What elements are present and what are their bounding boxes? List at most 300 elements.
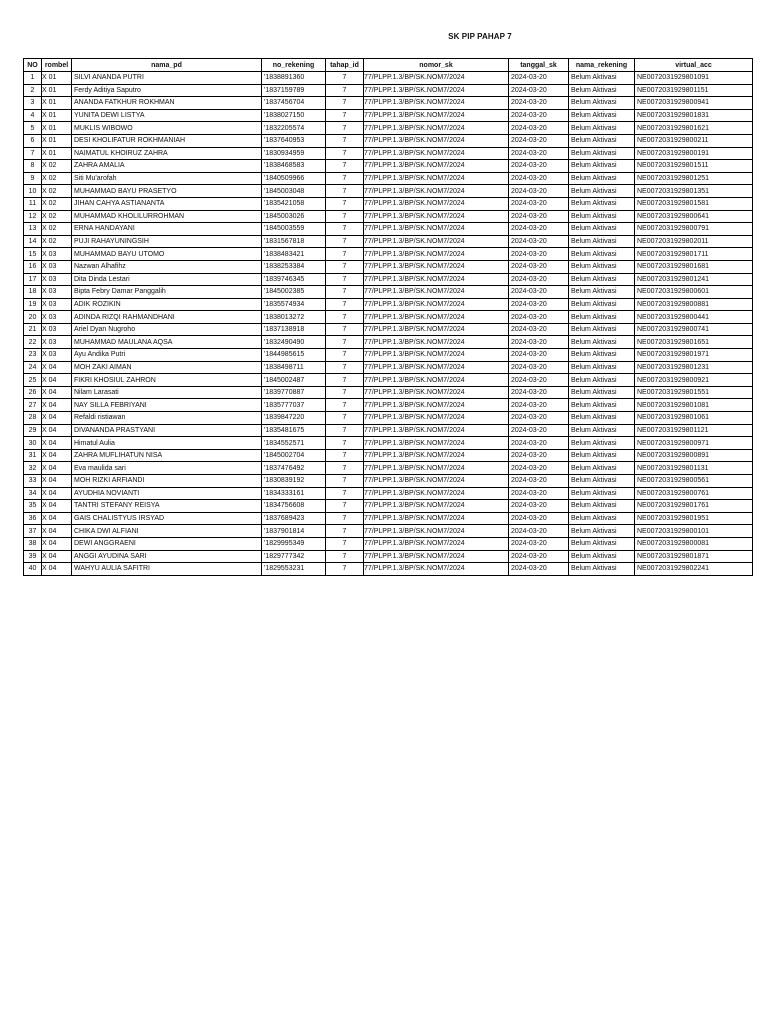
cell-rombel: X 02 — [42, 210, 72, 223]
cell-nama-pd: NAY SILLA FEBRIYANI — [72, 399, 262, 412]
cell-rombel: X 02 — [42, 197, 72, 210]
table-row — [24, 563, 753, 576]
cell-no-rekening: '1838253384 — [262, 260, 326, 273]
cell-no-rekening: '1835777037 — [262, 399, 326, 412]
cell-virtual-acc: NE0072031929801711 — [635, 248, 753, 261]
cell-nomor-sk: 77/PLPP.1.3/BP/SK.NOM7/2024 — [364, 386, 509, 399]
cell-rombel: X 04 — [42, 449, 72, 462]
cell-virtual-acc: NE0072031929800741 — [635, 323, 753, 336]
cell-no-rekening: '1838891360 — [262, 72, 326, 85]
cell-nomor-sk: 77/PLPP.1.3/BP/SK.NOM7/2024 — [364, 84, 509, 97]
table-row — [24, 185, 753, 198]
cell-virtual-acc: NE0072031929800211 — [635, 134, 753, 147]
cell-tanggal-sk: 2024-03-20 — [509, 197, 569, 210]
cell-tanggal-sk: 2024-03-20 — [509, 185, 569, 198]
cell-virtual-acc: NE0072031929801151 — [635, 84, 753, 97]
cell-virtual-acc: NE0072031929800561 — [635, 475, 753, 488]
cell-no-rekening: '1844985615 — [262, 349, 326, 362]
cell-nomor-sk: 77/PLPP.1.3/BP/SK.NOM7/2024 — [364, 298, 509, 311]
cell-nomor-sk: 77/PLPP.1.3/BP/SK.NOM7/2024 — [364, 286, 509, 299]
cell-tahap-id: 7 — [326, 109, 364, 122]
cell-rombel: X 01 — [42, 122, 72, 135]
cell-nama-rekening: Belum Aktivasi — [569, 185, 635, 198]
cell-nomor-sk: 77/PLPP.1.3/BP/SK.NOM7/2024 — [364, 134, 509, 147]
cell-nama-rekening: Belum Aktivasi — [569, 160, 635, 173]
table-row — [24, 500, 753, 513]
cell-nama-rekening: Belum Aktivasi — [569, 235, 635, 248]
cell-rombel: X 04 — [42, 462, 72, 475]
cell-nama-rekening: Belum Aktivasi — [569, 84, 635, 97]
cell-nama-pd: ADINDA RIZQI RAHMANDHANI — [72, 311, 262, 324]
cell-nama-pd: DESI KHOLIFATUR ROKHMANIAH — [72, 134, 262, 147]
cell-no: 18 — [24, 286, 42, 299]
cell-tahap-id: 7 — [326, 134, 364, 147]
table-row — [24, 336, 753, 349]
cell-rombel: X 04 — [42, 487, 72, 500]
cell-tahap-id: 7 — [326, 185, 364, 198]
cell-tanggal-sk: 2024-03-20 — [509, 537, 569, 550]
cell-tanggal-sk: 2024-03-20 — [509, 424, 569, 437]
cell-nama-pd: Refaldi ristiawan — [72, 412, 262, 425]
cell-virtual-acc: NE0072031929801971 — [635, 349, 753, 362]
cell-nama-pd: MUHAMMAD MAULANA AQSA — [72, 336, 262, 349]
cell-rombel: X 04 — [42, 500, 72, 513]
cell-nama-pd: Dita Dinda Lestari — [72, 273, 262, 286]
cell-nama-pd: MUHAMMAD BAYU PRASETYO — [72, 185, 262, 198]
cell-tahap-id: 7 — [326, 412, 364, 425]
cell-no: 6 — [24, 134, 42, 147]
cell-no-rekening: '1829553231 — [262, 563, 326, 576]
table-row — [24, 109, 753, 122]
cell-rombel: X 04 — [42, 437, 72, 450]
column-header-rombel: rombel — [42, 59, 72, 72]
table-row — [24, 412, 753, 425]
cell-tahap-id: 7 — [326, 399, 364, 412]
cell-no-rekening: '1845003048 — [262, 185, 326, 198]
cell-tanggal-sk: 2024-03-20 — [509, 550, 569, 563]
cell-tanggal-sk: 2024-03-20 — [509, 134, 569, 147]
cell-virtual-acc: NE0072031929801551 — [635, 386, 753, 399]
table-row — [24, 537, 753, 550]
cell-tahap-id: 7 — [326, 197, 364, 210]
cell-tanggal-sk: 2024-03-20 — [509, 374, 569, 387]
cell-tanggal-sk: 2024-03-20 — [509, 437, 569, 450]
cell-virtual-acc: NE0072031929800971 — [635, 437, 753, 450]
cell-tanggal-sk: 2024-03-20 — [509, 449, 569, 462]
table-row — [24, 374, 753, 387]
cell-nomor-sk: 77/PLPP.1.3/BP/SK.NOM7/2024 — [364, 512, 509, 525]
table-row — [24, 273, 753, 286]
cell-nama-rekening: Belum Aktivasi — [569, 172, 635, 185]
cell-no-rekening: '1839770887 — [262, 386, 326, 399]
cell-nama-pd: YUNITA DEWI LISTYA — [72, 109, 262, 122]
cell-nama-pd: Ferdy Aditiya Saputro — [72, 84, 262, 97]
cell-virtual-acc: NE0072031929800881 — [635, 298, 753, 311]
cell-no: 1 — [24, 72, 42, 85]
cell-tanggal-sk: 2024-03-20 — [509, 160, 569, 173]
table-row — [24, 462, 753, 475]
cell-nomor-sk: 77/PLPP.1.3/BP/SK.NOM7/2024 — [364, 311, 509, 324]
cell-nama-pd: Nazwan Alhafihz — [72, 260, 262, 273]
cell-no-rekening: '1838498711 — [262, 361, 326, 374]
cell-rombel: X 03 — [42, 248, 72, 261]
cell-nama-pd: FIKRI KHOSIUL ZAHRON — [72, 374, 262, 387]
cell-nomor-sk: 77/PLPP.1.3/BP/SK.NOM7/2024 — [364, 412, 509, 425]
cell-no: 11 — [24, 197, 42, 210]
cell-nama-pd: ZAHRA AMALIA — [72, 160, 262, 173]
cell-nomor-sk: 77/PLPP.1.3/BP/SK.NOM7/2024 — [364, 185, 509, 198]
table-header-row — [24, 59, 753, 72]
cell-nomor-sk: 77/PLPP.1.3/BP/SK.NOM7/2024 — [364, 336, 509, 349]
cell-nama-rekening: Belum Aktivasi — [569, 563, 635, 576]
cell-tanggal-sk: 2024-03-20 — [509, 172, 569, 185]
cell-tahap-id: 7 — [326, 248, 364, 261]
cell-no: 33 — [24, 475, 42, 488]
cell-tanggal-sk: 2024-03-20 — [509, 248, 569, 261]
cell-no: 17 — [24, 273, 42, 286]
cell-tanggal-sk: 2024-03-20 — [509, 336, 569, 349]
cell-virtual-acc: NE0072031929801251 — [635, 172, 753, 185]
cell-virtual-acc: NE0072031929801121 — [635, 424, 753, 437]
cell-nomor-sk: 77/PLPP.1.3/BP/SK.NOM7/2024 — [364, 273, 509, 286]
cell-rombel: X 02 — [42, 185, 72, 198]
cell-nama-pd: Bipta Febry Damar Panggalih — [72, 286, 262, 299]
cell-nomor-sk: 77/PLPP.1.3/BP/SK.NOM7/2024 — [364, 374, 509, 387]
cell-rombel: X 04 — [42, 550, 72, 563]
cell-no: 3 — [24, 97, 42, 110]
table-row — [24, 122, 753, 135]
cell-virtual-acc: NE0072031929800761 — [635, 487, 753, 500]
cell-rombel: X 03 — [42, 286, 72, 299]
cell-virtual-acc: NE0072031929801241 — [635, 273, 753, 286]
cell-tanggal-sk: 2024-03-20 — [509, 122, 569, 135]
cell-nama-pd: ZAHRA MUFLIHATUN NISA — [72, 449, 262, 462]
cell-nomor-sk: 77/PLPP.1.3/BP/SK.NOM7/2024 — [364, 323, 509, 336]
cell-tahap-id: 7 — [326, 147, 364, 160]
cell-rombel: X 03 — [42, 298, 72, 311]
cell-nomor-sk: 77/PLPP.1.3/BP/SK.NOM7/2024 — [364, 449, 509, 462]
table-row — [24, 72, 753, 85]
cell-virtual-acc: NE0072031929801581 — [635, 197, 753, 210]
cell-no-rekening: '1845002487 — [262, 374, 326, 387]
table-row — [24, 449, 753, 462]
cell-tanggal-sk: 2024-03-20 — [509, 147, 569, 160]
cell-nomor-sk: 77/PLPP.1.3/BP/SK.NOM7/2024 — [364, 500, 509, 513]
cell-rombel: X 04 — [42, 412, 72, 425]
cell-virtual-acc: NE0072031929800081 — [635, 537, 753, 550]
cell-nama-pd: DIVANANDA PRASTYANI — [72, 424, 262, 437]
cell-tahap-id: 7 — [326, 260, 364, 273]
cell-nomor-sk: 77/PLPP.1.3/BP/SK.NOM7/2024 — [364, 235, 509, 248]
cell-nama-rekening: Belum Aktivasi — [569, 311, 635, 324]
cell-virtual-acc: NE0072031929801831 — [635, 109, 753, 122]
cell-no: 39 — [24, 550, 42, 563]
cell-rombel: X 04 — [42, 525, 72, 538]
table-row — [24, 424, 753, 437]
cell-tahap-id: 7 — [326, 223, 364, 236]
cell-virtual-acc: NE0072031929801091 — [635, 72, 753, 85]
cell-nama-rekening: Belum Aktivasi — [569, 437, 635, 450]
cell-nama-rekening: Belum Aktivasi — [569, 550, 635, 563]
cell-no: 40 — [24, 563, 42, 576]
cell-nama-rekening: Belum Aktivasi — [569, 487, 635, 500]
cell-nama-rekening: Belum Aktivasi — [569, 97, 635, 110]
page-title: SK PIP PAHAP 7 — [448, 32, 512, 41]
cell-no: 14 — [24, 235, 42, 248]
cell-virtual-acc: NE0072031929800191 — [635, 147, 753, 160]
cell-nomor-sk: 77/PLPP.1.3/BP/SK.NOM7/2024 — [364, 172, 509, 185]
cell-tahap-id: 7 — [326, 374, 364, 387]
cell-rombel: X 03 — [42, 336, 72, 349]
cell-nama-pd: MUHAMMAD BAYU UTOMO — [72, 248, 262, 261]
cell-rombel: X 01 — [42, 109, 72, 122]
cell-tahap-id: 7 — [326, 235, 364, 248]
cell-nama-rekening: Belum Aktivasi — [569, 475, 635, 488]
cell-tahap-id: 7 — [326, 160, 364, 173]
cell-no-rekening: '1835574934 — [262, 298, 326, 311]
cell-tanggal-sk: 2024-03-20 — [509, 487, 569, 500]
cell-tahap-id: 7 — [326, 462, 364, 475]
cell-no-rekening: '1837640953 — [262, 134, 326, 147]
cell-rombel: X 01 — [42, 134, 72, 147]
cell-rombel: X 02 — [42, 172, 72, 185]
cell-virtual-acc: NE0072031929800791 — [635, 223, 753, 236]
cell-no-rekening: '1830934959 — [262, 147, 326, 160]
cell-nomor-sk: 77/PLPP.1.3/BP/SK.NOM7/2024 — [364, 525, 509, 538]
cell-tanggal-sk: 2024-03-20 — [509, 512, 569, 525]
cell-no: 4 — [24, 109, 42, 122]
cell-rombel: X 04 — [42, 537, 72, 550]
cell-tanggal-sk: 2024-03-20 — [509, 223, 569, 236]
column-header-tanggal-sk: tanggal_sk — [509, 59, 569, 72]
cell-nama-rekening: Belum Aktivasi — [569, 134, 635, 147]
cell-tahap-id: 7 — [326, 286, 364, 299]
table-row — [24, 97, 753, 110]
column-header-nomor-sk: nomor_sk — [364, 59, 509, 72]
cell-nomor-sk: 77/PLPP.1.3/BP/SK.NOM7/2024 — [364, 550, 509, 563]
cell-nama-pd: ERNA HANDAYANI — [72, 223, 262, 236]
table-row — [24, 298, 753, 311]
table-row — [24, 223, 753, 236]
cell-no-rekening: '1837159789 — [262, 84, 326, 97]
cell-nama-rekening: Belum Aktivasi — [569, 122, 635, 135]
cell-virtual-acc: NE0072031929800891 — [635, 449, 753, 462]
table-row — [24, 475, 753, 488]
cell-virtual-acc: NE0072031929801761 — [635, 500, 753, 513]
cell-tahap-id: 7 — [326, 323, 364, 336]
cell-rombel: X 02 — [42, 235, 72, 248]
cell-virtual-acc: NE0072031929800921 — [635, 374, 753, 387]
cell-tanggal-sk: 2024-03-20 — [509, 525, 569, 538]
cell-tanggal-sk: 2024-03-20 — [509, 323, 569, 336]
table-row — [24, 512, 753, 525]
table-row — [24, 550, 753, 563]
cell-tanggal-sk: 2024-03-20 — [509, 361, 569, 374]
cell-tahap-id: 7 — [326, 122, 364, 135]
cell-no: 34 — [24, 487, 42, 500]
cell-no: 27 — [24, 399, 42, 412]
table-body — [24, 72, 753, 576]
cell-virtual-acc: NE0072031929802241 — [635, 563, 753, 576]
cell-no-rekening: '1839746345 — [262, 273, 326, 286]
cell-nama-pd: Ariel Dyan Nugroho — [72, 323, 262, 336]
table-row — [24, 134, 753, 147]
table-row — [24, 197, 753, 210]
cell-nama-rekening: Belum Aktivasi — [569, 349, 635, 362]
cell-tanggal-sk: 2024-03-20 — [509, 500, 569, 513]
cell-nomor-sk: 77/PLPP.1.3/BP/SK.NOM7/2024 — [364, 122, 509, 135]
cell-no-rekening: '1845003559 — [262, 223, 326, 236]
cell-nama-pd: AYUDHIA NOVIANTI — [72, 487, 262, 500]
cell-nomor-sk: 77/PLPP.1.3/BP/SK.NOM7/2024 — [364, 437, 509, 450]
cell-no-rekening: '1838013272 — [262, 311, 326, 324]
cell-nama-rekening: Belum Aktivasi — [569, 210, 635, 223]
cell-tahap-id: 7 — [326, 273, 364, 286]
cell-rombel: X 04 — [42, 512, 72, 525]
cell-nama-rekening: Belum Aktivasi — [569, 374, 635, 387]
cell-no-rekening: '1838027150 — [262, 109, 326, 122]
cell-no: 12 — [24, 210, 42, 223]
cell-nama-pd: PUJI RAHAYUNINGSIH — [72, 235, 262, 248]
cell-nama-rekening: Belum Aktivasi — [569, 260, 635, 273]
cell-nama-rekening: Belum Aktivasi — [569, 323, 635, 336]
cell-virtual-acc: NE0072031929801651 — [635, 336, 753, 349]
cell-nama-rekening: Belum Aktivasi — [569, 462, 635, 475]
cell-no-rekening: '1834333161 — [262, 487, 326, 500]
cell-nama-pd: ADIK ROZIKIN — [72, 298, 262, 311]
cell-tanggal-sk: 2024-03-20 — [509, 84, 569, 97]
cell-virtual-acc: NE0072031929801231 — [635, 361, 753, 374]
cell-virtual-acc: NE0072031929801621 — [635, 122, 753, 135]
cell-nama-pd: MOH ZAKI AIMAN — [72, 361, 262, 374]
cell-tanggal-sk: 2024-03-20 — [509, 386, 569, 399]
cell-no-rekening: '1831567818 — [262, 235, 326, 248]
cell-no: 36 — [24, 512, 42, 525]
cell-no-rekening: '1837689423 — [262, 512, 326, 525]
column-header-nama-pd: nama_pd — [72, 59, 262, 72]
cell-nama-rekening: Belum Aktivasi — [569, 197, 635, 210]
cell-nomor-sk: 77/PLPP.1.3/BP/SK.NOM7/2024 — [364, 72, 509, 85]
cell-tanggal-sk: 2024-03-20 — [509, 235, 569, 248]
cell-no-rekening: '1837901814 — [262, 525, 326, 538]
cell-nomor-sk: 77/PLPP.1.3/BP/SK.NOM7/2024 — [364, 537, 509, 550]
cell-no-rekening: '1838468583 — [262, 160, 326, 173]
cell-no: 30 — [24, 437, 42, 450]
cell-no: 31 — [24, 449, 42, 462]
column-header-no: NO — [24, 59, 42, 72]
cell-tahap-id: 7 — [326, 349, 364, 362]
cell-no: 22 — [24, 336, 42, 349]
cell-tahap-id: 7 — [326, 97, 364, 110]
table-row — [24, 487, 753, 500]
cell-no: 23 — [24, 349, 42, 362]
cell-no: 38 — [24, 537, 42, 550]
cell-virtual-acc: NE0072031929800601 — [635, 286, 753, 299]
cell-nama-rekening: Belum Aktivasi — [569, 386, 635, 399]
cell-tanggal-sk: 2024-03-20 — [509, 563, 569, 576]
cell-rombel: X 02 — [42, 160, 72, 173]
cell-virtual-acc: NE0072031929801511 — [635, 160, 753, 173]
column-header-tahap-id: tahap_id — [326, 59, 364, 72]
cell-no-rekening: '1840509966 — [262, 172, 326, 185]
cell-nomor-sk: 77/PLPP.1.3/BP/SK.NOM7/2024 — [364, 260, 509, 273]
table-row — [24, 248, 753, 261]
cell-nama-pd: ANANDA FATKHUR ROKHMAN — [72, 97, 262, 110]
cell-tahap-id: 7 — [326, 311, 364, 324]
cell-nama-pd: CHIKA DWI ALFIANI — [72, 525, 262, 538]
cell-tahap-id: 7 — [326, 361, 364, 374]
cell-no-rekening: '1834552571 — [262, 437, 326, 450]
cell-nama-pd: MUKLIS WIBOWO — [72, 122, 262, 135]
cell-nama-pd: ANGGI AYUDINA SARI — [72, 550, 262, 563]
cell-nama-pd: GAIS CHALISTYUS IRSYAD — [72, 512, 262, 525]
cell-no-rekening: '1845003026 — [262, 210, 326, 223]
cell-tahap-id: 7 — [326, 550, 364, 563]
cell-nama-pd: Eva maulida sari — [72, 462, 262, 475]
cell-rombel: X 04 — [42, 361, 72, 374]
cell-nama-pd: NAIMATUL KHOIRUZ ZAHRA — [72, 147, 262, 160]
table-row — [24, 361, 753, 374]
cell-nama-rekening: Belum Aktivasi — [569, 72, 635, 85]
cell-virtual-acc: NE0072031929800441 — [635, 311, 753, 324]
cell-no: 7 — [24, 147, 42, 160]
table-row — [24, 386, 753, 399]
cell-tahap-id: 7 — [326, 210, 364, 223]
cell-no-rekening: '1837476492 — [262, 462, 326, 475]
cell-nomor-sk: 77/PLPP.1.3/BP/SK.NOM7/2024 — [364, 160, 509, 173]
table-row — [24, 311, 753, 324]
cell-tanggal-sk: 2024-03-20 — [509, 311, 569, 324]
cell-no: 21 — [24, 323, 42, 336]
cell-tahap-id: 7 — [326, 298, 364, 311]
cell-virtual-acc: NE0072031929801681 — [635, 260, 753, 273]
cell-no-rekening: '1839847220 — [262, 412, 326, 425]
cell-nama-rekening: Belum Aktivasi — [569, 361, 635, 374]
cell-nomor-sk: 77/PLPP.1.3/BP/SK.NOM7/2024 — [364, 487, 509, 500]
table-row — [24, 437, 753, 450]
cell-no: 28 — [24, 412, 42, 425]
table-row — [24, 525, 753, 538]
cell-tanggal-sk: 2024-03-20 — [509, 462, 569, 475]
cell-nomor-sk: 77/PLPP.1.3/BP/SK.NOM7/2024 — [364, 462, 509, 475]
cell-tanggal-sk: 2024-03-20 — [509, 399, 569, 412]
cell-virtual-acc: NE0072031929801081 — [635, 399, 753, 412]
cell-nama-pd: TANTRI STEFANY REISYA — [72, 500, 262, 513]
cell-rombel: X 04 — [42, 563, 72, 576]
cell-virtual-acc: NE0072031929801351 — [635, 185, 753, 198]
cell-tanggal-sk: 2024-03-20 — [509, 210, 569, 223]
cell-no-rekening: '1830839192 — [262, 475, 326, 488]
cell-tanggal-sk: 2024-03-20 — [509, 349, 569, 362]
table-row — [24, 286, 753, 299]
cell-tanggal-sk: 2024-03-20 — [509, 412, 569, 425]
cell-nomor-sk: 77/PLPP.1.3/BP/SK.NOM7/2024 — [364, 424, 509, 437]
cell-no: 5 — [24, 122, 42, 135]
table-row — [24, 235, 753, 248]
cell-nama-rekening: Belum Aktivasi — [569, 512, 635, 525]
cell-virtual-acc: NE0072031929800641 — [635, 210, 753, 223]
cell-nama-rekening: Belum Aktivasi — [569, 298, 635, 311]
cell-tahap-id: 7 — [326, 537, 364, 550]
cell-nama-rekening: Belum Aktivasi — [569, 537, 635, 550]
cell-rombel: X 01 — [42, 84, 72, 97]
cell-nama-rekening: Belum Aktivasi — [569, 336, 635, 349]
cell-virtual-acc: NE0072031929801951 — [635, 512, 753, 525]
cell-no: 37 — [24, 525, 42, 538]
cell-tahap-id: 7 — [326, 84, 364, 97]
cell-rombel: X 02 — [42, 223, 72, 236]
cell-tahap-id: 7 — [326, 72, 364, 85]
